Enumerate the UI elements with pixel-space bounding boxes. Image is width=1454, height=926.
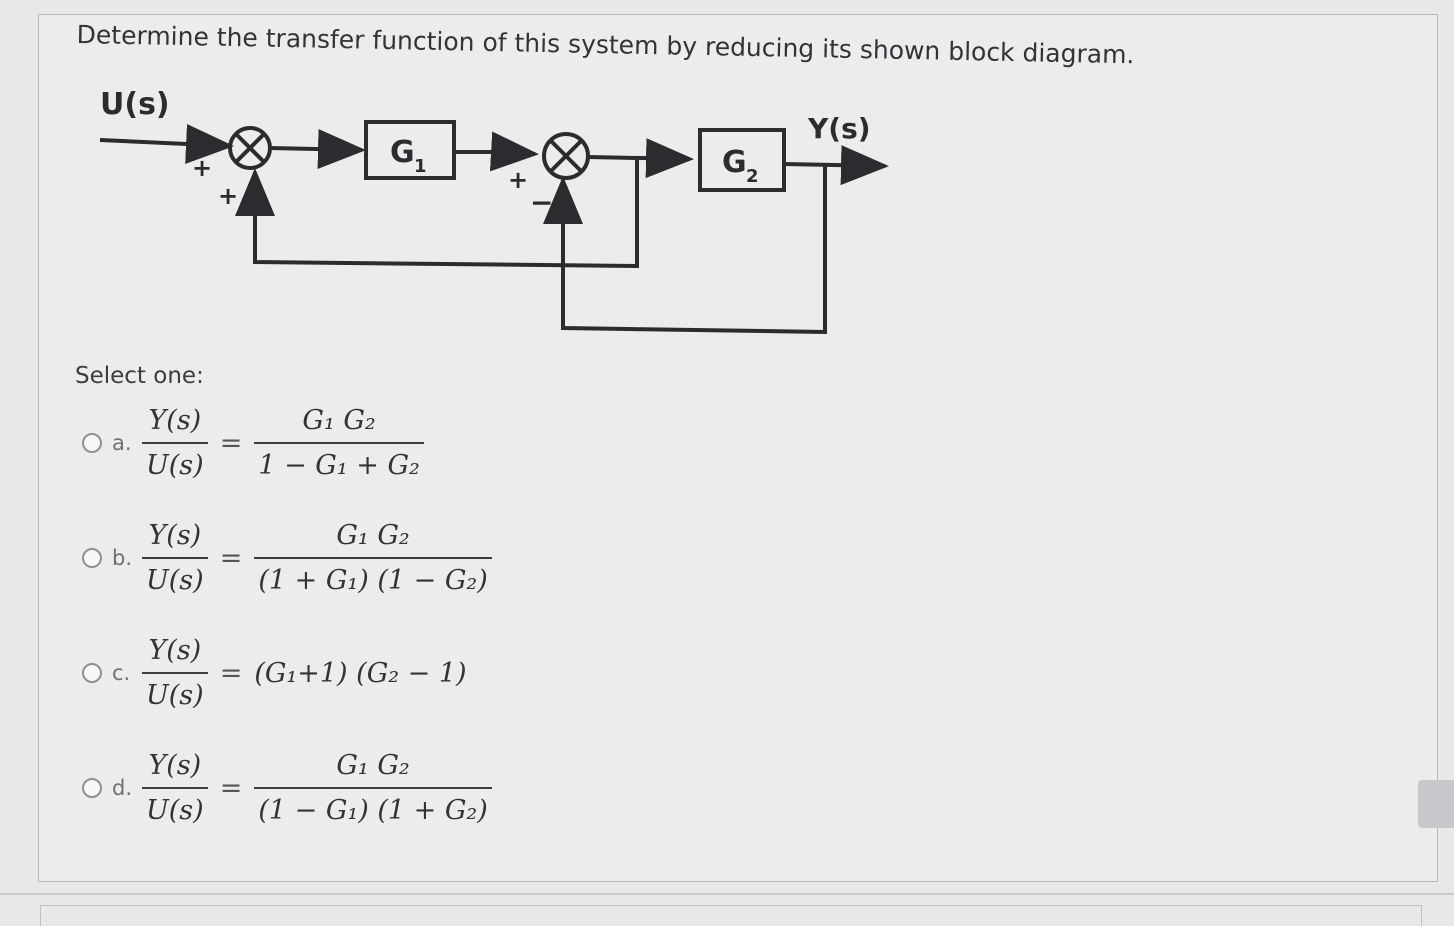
sum2-sign-bottom: −	[530, 186, 554, 219]
formula-b: $\frac{Y(s)}{U(s)}$ = $\frac{\text{G₁ G₂}}{\text{(1 + G₁) (1 − G₂)}}$	[142, 520, 492, 596]
sum1-sign-bottom: +	[218, 182, 239, 210]
block1-subscript: 1	[414, 156, 427, 177]
input-arrow	[100, 140, 230, 146]
output-arrow	[784, 164, 885, 166]
block2-label: G	[722, 145, 747, 180]
radio-d[interactable]	[82, 778, 102, 798]
option-b[interactable]	[82, 520, 492, 596]
formula-a: $\frac{Y(s)}{U(s)}$ = $\frac{\text{G₁ G₂}}{\text{1 − G₁ + G₂}}$	[142, 405, 424, 481]
option-letter: d.	[112, 776, 133, 800]
option-a[interactable]	[82, 405, 424, 481]
select-one-label: Select one:	[75, 363, 204, 389]
output-label: Y(s)	[808, 112, 871, 145]
option-c[interactable]	[82, 635, 467, 711]
side-scroll-tab[interactable]	[1418, 780, 1454, 828]
question-text: Determine the transfer function of this system by reducing its shown block diagram.	[76, 20, 1135, 70]
block1-label: G	[390, 135, 415, 170]
sum2-sign-left: +	[508, 166, 529, 194]
input-label: U(s)	[100, 87, 170, 122]
option-letter: c.	[112, 661, 131, 685]
formula-d: $\frac{Y(s)}{U(s)}$ = $\frac{\text{G₁ G₂}}{\text{(1 − G₁) (1 + G₂)}}$	[142, 750, 492, 826]
radio-a[interactable]	[82, 433, 102, 453]
formula-c: $\frac{Y(s)}{U(s)}$ = (G₁+1) (G₂ − 1)	[142, 635, 467, 711]
radio-b[interactable]	[82, 548, 102, 568]
block2-subscript: 2	[746, 166, 759, 187]
next-question-card	[40, 905, 1422, 926]
sum1-sign-left: +	[192, 154, 213, 182]
block-diagram	[90, 80, 910, 350]
option-letter: b.	[112, 546, 133, 570]
radio-c[interactable]	[82, 663, 102, 683]
divider	[0, 893, 1454, 895]
option-letter: a.	[112, 431, 132, 455]
option-d[interactable]	[82, 750, 492, 826]
